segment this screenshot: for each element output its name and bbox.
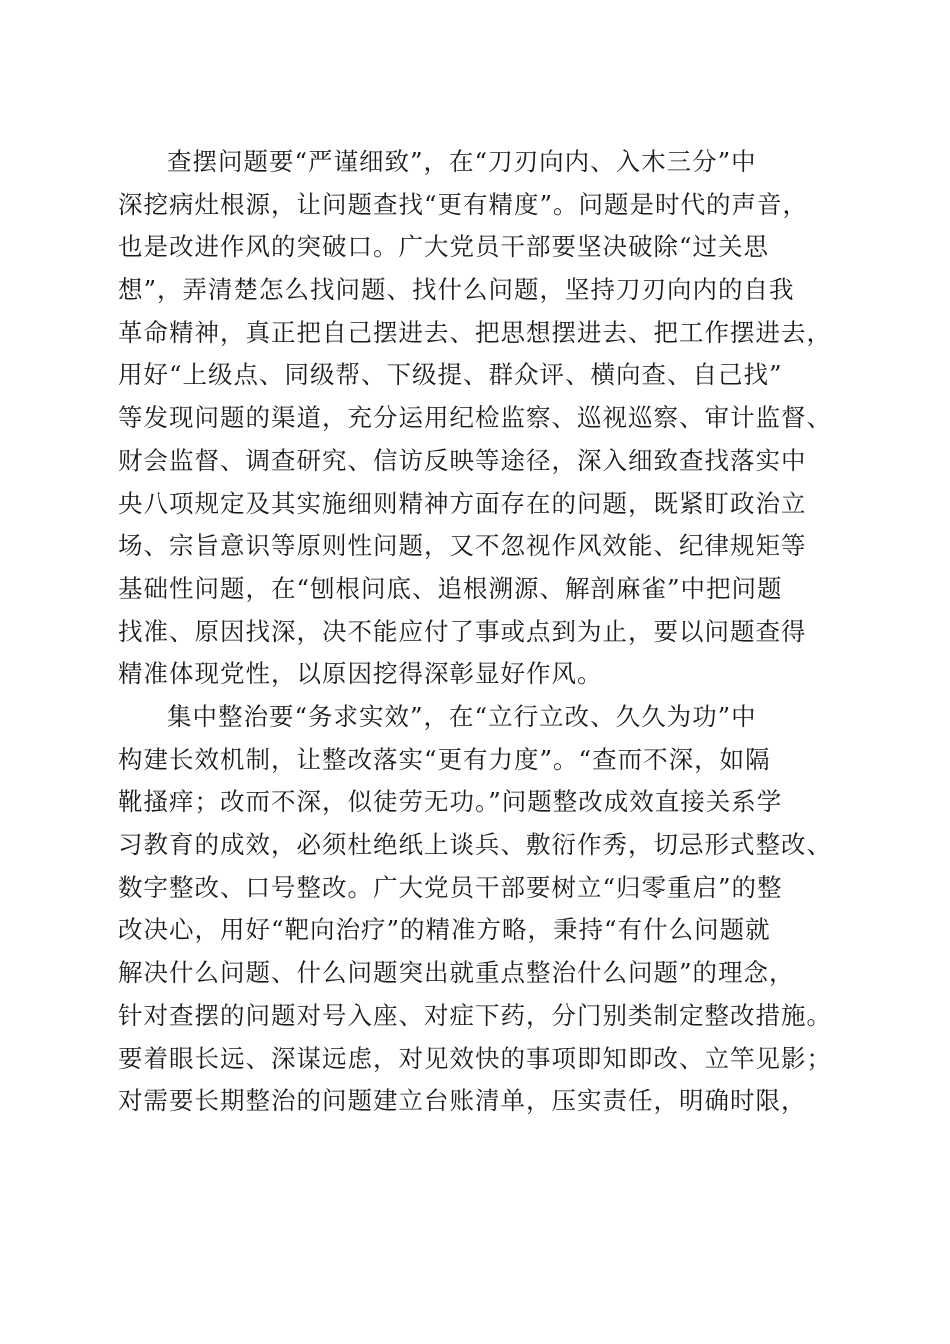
paragraph-line: 集中整治要“务求实效”，在“立行立改、久久为功”中 — [167, 702, 757, 731]
paragraph-line: 解决什么问题、什么问题突出就重点整治什么问题”的理念， — [118, 958, 795, 988]
paragraph-line: 精准体现党性，以原因挖得深彰显好作风。 — [118, 659, 603, 689]
paragraph-2 — [118, 696, 838, 1123]
paragraph-line: 找准、原因找深，决不能应付了事或点到为止，要以问题查得 — [118, 616, 807, 646]
paragraph-line: 央八项规定及其实施细则精神方面存在的问题，既紧盯政治立 — [118, 488, 807, 518]
paragraph-line: 基础性问题，在“刨根问底、追根溯源、解剖麻雀”中把问题 — [118, 573, 783, 603]
paragraph-line: 查摆问题要“严谨细致”，在“刀刃向内、入木三分”中 — [167, 147, 757, 176]
paragraph-line: 财会监督、调查研究、信访反映等途径，深入细致查找落实中 — [118, 445, 807, 475]
paragraph-1 — [118, 141, 838, 696]
paragraph-line: 针对查摆的问题对号入座、对症下药，分门别类制定整改措施。 — [118, 1000, 832, 1030]
paragraph-line: 想”，弄清楚怎么找问题、找什么问题，坚持刀刃向内的自我 — [118, 275, 795, 305]
paragraph-line: 等发现问题的渠道，充分运用纪检监察、巡视巡察、审计监督、 — [118, 403, 832, 433]
paragraph-line: 革命精神，真正把自己摆进去、把思想摆进去、把工作摆进去， — [118, 317, 832, 347]
paragraph-line: 靴搔痒；改而不深，似徒劳无功。”问题整改成效直接关系学 — [118, 787, 783, 817]
paragraph-line: 深挖病灶根源，让问题查找“更有精度”。问题是时代的声音， — [118, 189, 809, 219]
paragraph-line: 要着眼长远、深谋远虑，对见效快的事项即知即改、立竿见影； — [118, 1043, 832, 1073]
paragraph-line: 场、宗旨意识等原则性问题，又不忽视作风效能、纪律规矩等 — [118, 531, 807, 561]
paragraph-line: 用好“上级点、同级帮、下级提、群众评、横向查、自己找” — [118, 360, 783, 390]
paragraph-line: 构建长效机制，让整改落实“更有力度”。“查而不深，如隔 — [118, 744, 771, 774]
paragraph-line: 改决心，用好“靶向治疗”的精准方略，秉持“有什么问题就 — [118, 915, 771, 945]
paragraph-line: 数字整改、口号整改。广大党员干部要树立“归零重启”的整 — [118, 872, 783, 902]
paragraph-line: 对需要长期整治的问题建立台账清单，压实责任，明确时限， — [118, 1086, 807, 1116]
paragraph-line: 习教育的成效，必须杜绝纸上谈兵、敷衍作秀，切忌形式整改、 — [118, 830, 832, 860]
paragraph-line: 也是改进作风的突破口。广大党员干部要坚决破除“过关思 — [118, 232, 770, 262]
